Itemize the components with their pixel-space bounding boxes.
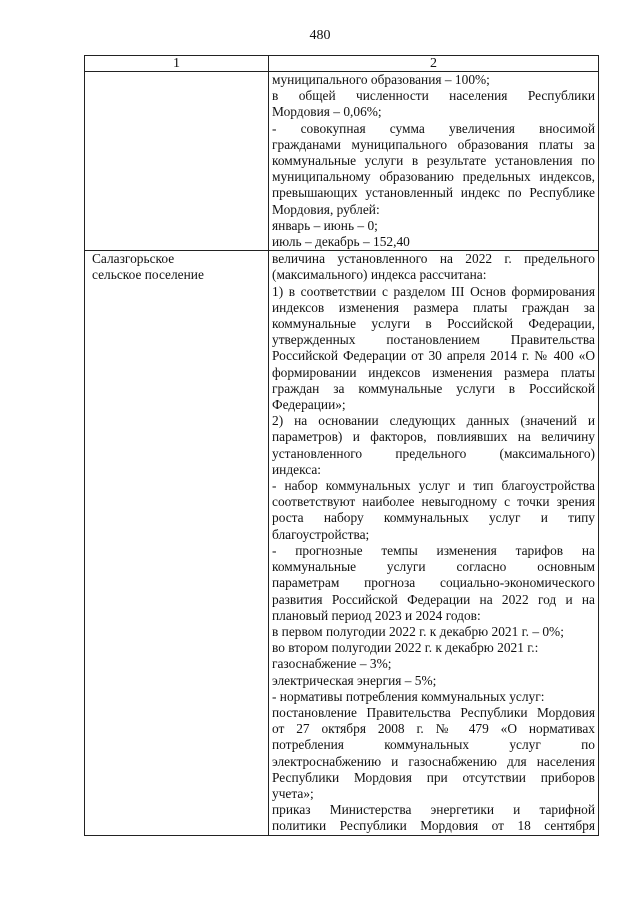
text-line: приказ Министерства энергетики и тарифной xyxy=(272,802,595,818)
text-line: (максимального) индекса рассчитана: xyxy=(272,267,487,283)
text-line: соответствуют наиболее невыгодному с точки зрения xyxy=(272,494,595,510)
text-line: 1) в соответствии с разделом III Основ формирования xyxy=(272,283,595,299)
text-line: роста набору коммунальных услуг и типу xyxy=(272,510,595,526)
text-line: электрическая энергия – 5%; xyxy=(272,672,437,688)
text-line: в первом полугодии 2022 г. к декабрю 2021 г. – 0%; xyxy=(272,623,564,639)
text-line: муниципальному образованию предельных индексов, xyxy=(272,169,595,185)
text-line: параметров) и факторов, повлиявших на величину xyxy=(272,429,595,445)
text-line: коммунальные услуги в Российской Федерации, xyxy=(272,316,595,332)
text-line: от 27 октября 2008 г. № 479 «О нормативах xyxy=(272,721,595,737)
text-line: установленного предельного (максимального) xyxy=(272,445,595,461)
text-line: превышающих установленный индекс по Республике xyxy=(272,185,595,201)
text-line: благоустройства; xyxy=(272,526,370,542)
text-line: Мордовия – 0,06%; xyxy=(272,104,382,120)
text-line: Мордовия, рублей: xyxy=(272,201,380,217)
text-line: учета»; xyxy=(272,785,314,801)
text-line: параметрам прогноза социально-экономического xyxy=(272,575,595,591)
table-row xyxy=(85,72,599,251)
text-line: граждан за коммунальные услуги в Российской xyxy=(272,380,595,396)
text-line: Республики Мордовия при отсутствии приборов xyxy=(272,769,595,785)
text-line: электроснабжению и газоснабжению для населения xyxy=(272,753,595,769)
text-line: 2) на основании следующих данных (значений и xyxy=(272,413,595,429)
text-line: - нормативы потребления коммунальных услуг: xyxy=(272,688,545,704)
text-line: индексов изменения размера платы граждан за xyxy=(272,299,595,315)
text-line: формировании индексов изменения размера платы xyxy=(272,364,595,380)
text-line: июль – декабрь – 152,40 xyxy=(272,234,410,250)
document-table xyxy=(84,55,599,836)
text-line: январь – июнь – 0; xyxy=(272,217,378,233)
column-header-1: 1 xyxy=(85,56,269,72)
page-number: 480 xyxy=(309,28,331,43)
text-line: во втором полугодии 2022 г. к декабрю 2021 г.: xyxy=(272,640,539,656)
text-line: индекса: xyxy=(272,461,322,477)
table-row xyxy=(85,251,599,835)
text-line: развития Российской Федерации на 2022 год и на xyxy=(272,591,595,607)
settlement-name-line2: сельское поселение xyxy=(92,267,204,283)
text-line: - совокупная сумма увеличения вносимой xyxy=(272,120,595,136)
text-line: политики Республики Мордовия от 18 сентября xyxy=(272,818,595,834)
text-line: муниципального образования – 100%; xyxy=(272,72,490,87)
table-header-row xyxy=(85,56,599,72)
text-line: - набор коммунальных услуг и тип благоустройства xyxy=(272,478,595,494)
text-line: газоснабжение – 3%; xyxy=(272,656,392,672)
text-line: - прогнозные темпы изменения тарифов на xyxy=(272,542,595,558)
text-line: величина установленного на 2022 г. предельного xyxy=(272,251,595,267)
text-line: коммунальные услуги в результате установления по xyxy=(272,153,595,169)
text-line: потребления коммунальных услуг по xyxy=(272,737,595,753)
text-line: плановый период 2023 и 2024 годов: xyxy=(272,607,481,623)
settlement-name-line1: Салазгорьское xyxy=(92,251,175,267)
column-header-2: 2 xyxy=(269,56,599,72)
text-line: Российской Федерации от 30 апреля 2014 г. № 400 «О xyxy=(272,348,595,364)
text-line: в общей численности населения Республики xyxy=(272,88,595,104)
row1-text-cell xyxy=(269,72,599,251)
text-line: коммунальные услуги согласно основным xyxy=(272,559,595,575)
text-line: утвержденных постановлением Правительства xyxy=(272,332,595,348)
text-line: Федерации»; xyxy=(272,397,346,413)
text-line: гражданами муниципального образования платы за xyxy=(272,136,595,152)
row2-text-cell xyxy=(269,251,599,835)
row2-left-cell xyxy=(85,251,269,835)
text-line: постановление Правительства Республики Мордовия xyxy=(272,704,595,720)
row1-left-cell xyxy=(85,72,269,251)
